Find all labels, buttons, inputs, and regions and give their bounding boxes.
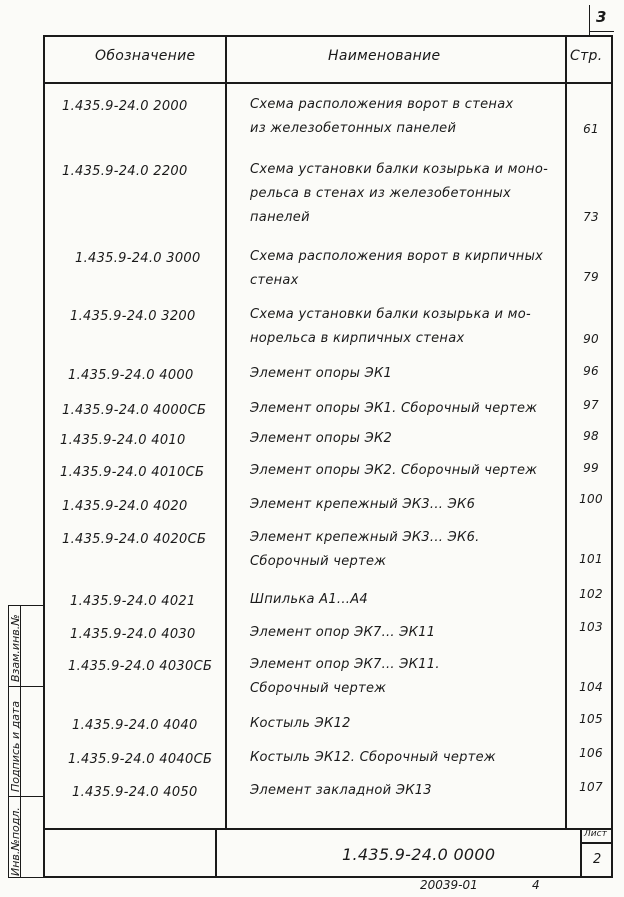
row-code: 1.435.9-24.0 4000 (68, 368, 194, 383)
sheet-label: Лист (584, 829, 607, 839)
row-name-line: Элемент опор ЭК7... ЭК11 (250, 625, 436, 640)
row-name-line: Элемент опоры ЭК1. Сборочный чертеж (250, 401, 538, 416)
row-name (250, 245, 543, 293)
row-page: 90 (583, 332, 599, 346)
row-page: 102 (579, 587, 603, 601)
row-code: 1.435.9-24.0 4030СБ (68, 659, 213, 674)
row-page: 79 (583, 270, 599, 284)
row-page: 103 (579, 620, 603, 634)
row-name-line: норельса в кирпичных стенах (250, 331, 465, 346)
title-block-divider-left (215, 828, 217, 878)
row-page: 61 (583, 122, 599, 136)
row-page: 107 (579, 780, 603, 794)
sheet-number-underline (590, 31, 614, 32)
header-name: Наименование (328, 48, 441, 64)
row-page: 106 (579, 746, 603, 760)
row-code: 1.435.9-24.0 4030 (70, 627, 196, 642)
row-name (250, 653, 440, 701)
sheet-number-divider (589, 5, 590, 35)
column-divider-name (225, 35, 227, 830)
row-name (250, 746, 496, 770)
row-code: 1.435.9-24.0 4050 (72, 785, 198, 800)
row-name-line: панелей (250, 210, 310, 225)
row-code: 1.435.9-24.0 2000 (62, 99, 188, 114)
column-divider-page (565, 35, 567, 830)
row-name (250, 712, 351, 736)
header-designation: Обозначение (95, 48, 196, 64)
row-name (250, 493, 475, 517)
row-name (250, 93, 513, 141)
row-page: 73 (583, 210, 599, 224)
row-name-line: Шпилька А1...А4 (250, 592, 368, 607)
row-code: 1.435.9-24.0 4000СБ (62, 403, 207, 418)
side-stamp-sign-date: Подпись и дата (9, 700, 22, 792)
row-name-line: Элемент крепежный ЭК3... ЭК6. (250, 530, 480, 545)
archive-number: 20039-01 (420, 878, 478, 892)
row-name-line: Схема установки балки козырька и моно- (250, 162, 549, 177)
row-name (250, 459, 537, 483)
row-page: 105 (579, 712, 603, 726)
row-page: 101 (579, 552, 603, 566)
row-name (250, 621, 435, 645)
row-page: 99 (583, 461, 599, 475)
title-block-top (43, 828, 613, 830)
title-block-sheet-line (580, 842, 613, 844)
row-name-line: Костыль ЭК12. Сборочный чертеж (250, 750, 496, 765)
row-name (250, 397, 537, 421)
row-code: 1.435.9-24.0 4010 (60, 433, 186, 448)
row-name (250, 588, 368, 612)
title-block-divider-right (580, 828, 582, 878)
row-code: 1.435.9-24.0 3000 (75, 251, 201, 266)
row-code: 1.435.9-24.0 4020 (62, 499, 188, 514)
row-name (250, 362, 392, 386)
row-name (250, 779, 432, 803)
row-page: 97 (583, 398, 599, 412)
row-name (250, 303, 531, 351)
row-name-line: Сборочный чертеж (250, 554, 387, 569)
sheet-number: 3 (596, 8, 607, 26)
row-name-line: Элемент крепежный ЭК3... ЭК6 (250, 497, 476, 512)
row-name-line: Костыль ЭК12 (250, 716, 351, 731)
row-page: 98 (583, 429, 599, 443)
side-stamp-replace: Взам.инв.№ (9, 614, 22, 682)
row-code: 1.435.9-24.0 4021 (70, 594, 196, 609)
row-name-line: Схема расположения ворот в кирпичных (250, 249, 544, 264)
row-name-line: Схема установки балки козырька и мо- (250, 307, 532, 322)
row-name (250, 158, 548, 230)
header-page: Стр. (570, 48, 603, 64)
row-code: 1.435.9-24.0 4020СБ (62, 532, 207, 547)
header-underline (43, 82, 613, 84)
row-name-line: Сборочный чертеж (250, 681, 387, 696)
row-code: 1.435.9-24.0 4010СБ (60, 465, 205, 480)
row-code: 1.435.9-24.0 3200 (70, 309, 196, 324)
row-name-line: Элемент опоры ЭК1 (250, 366, 393, 381)
row-name-line: из железобетонных панелей (250, 121, 457, 136)
row-name-line: Элемент опоры ЭК2 (250, 431, 393, 446)
row-name-line: рельса в стенах из железобетонных (250, 186, 512, 201)
row-page: 100 (579, 492, 603, 506)
row-name (250, 526, 480, 574)
row-name-line: Элемент закладной ЭК13 (250, 783, 432, 798)
row-name-line: стенах (250, 273, 299, 288)
row-name-line: Элемент опор ЭК7... ЭК11. (250, 657, 440, 672)
row-name-line: Элемент опоры ЭК2. Сборочный чертеж (250, 463, 538, 478)
sheet-value: 2 (593, 852, 602, 867)
row-page: 104 (579, 680, 603, 694)
row-name-line: Схема расположения ворот в стенах (250, 97, 514, 112)
row-code: 1.435.9-24.0 4040 (72, 718, 198, 733)
row-name (250, 427, 392, 451)
row-page: 96 (583, 364, 599, 378)
row-code: 1.435.9-24.0 4040СБ (68, 752, 213, 767)
side-stamp (8, 605, 44, 878)
side-stamp-inv-no: Инв.№подл. (9, 807, 22, 876)
row-code: 1.435.9-24.0 2200 (62, 164, 188, 179)
format-number: 4 (532, 878, 540, 892)
document-code: 1.435.9-24.0 0000 (342, 845, 496, 864)
